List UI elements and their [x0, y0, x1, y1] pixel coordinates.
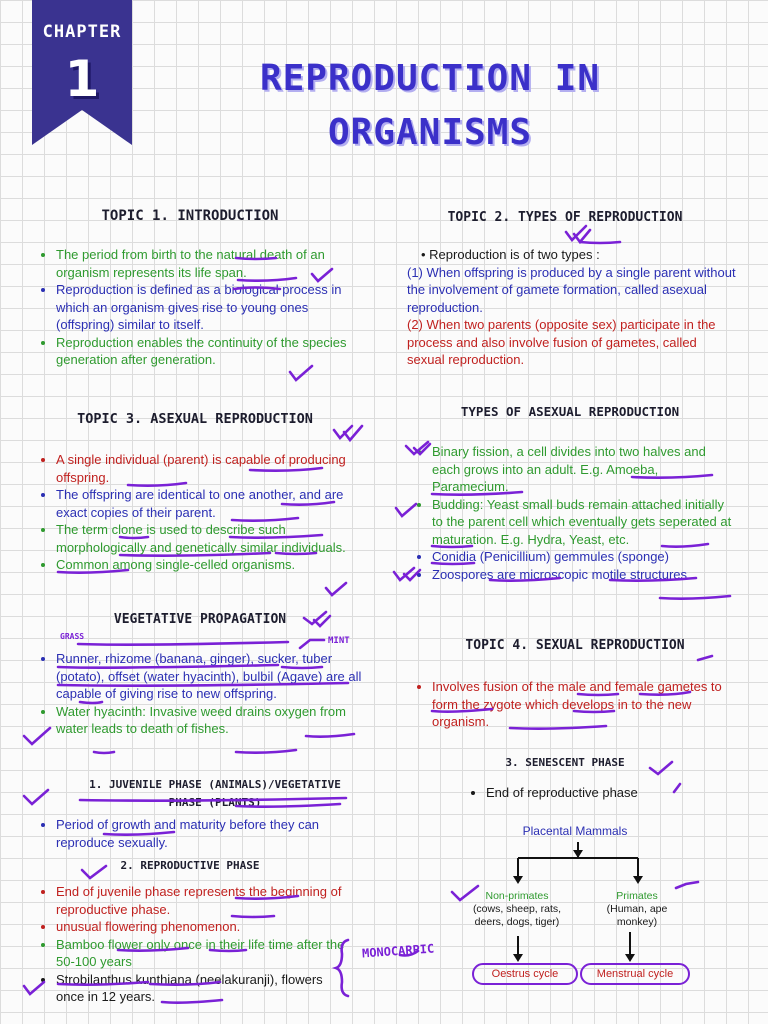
check-icon — [452, 886, 478, 900]
check-icon — [82, 866, 106, 878]
senescent-heading: 3. SENESCENT PHASE — [505, 756, 625, 769]
list-item: • The offspring are identical to one another, and are exact copies of their parent. — [56, 486, 370, 521]
topic2-para1: (1) When offspring is produced by a single parent without the involvement of gamete formation, called asexual reproduction. — [407, 264, 736, 315]
topic1-heading: TOPIC 1. INTRODUCTION — [101, 208, 279, 224]
chapter-label: CHAPTER — [42, 22, 122, 42]
list-item: • Reproduction enables the continuity of the species generation after generation. — [56, 334, 370, 369]
reproductive-heading: 2. REPRODUCTIVE PHASE — [120, 859, 260, 872]
vegetative-heading: VEGETATIVE PROPAGATION — [113, 612, 287, 627]
list-item: • Bamboo flower only once in their life time after the 50-100 years — [56, 936, 350, 971]
diagram-right-detail: (Human, ape monkey) — [606, 903, 668, 928]
list-item: • Water hyacinth: Invasive weed drains oxygen from water leads to death of fishes. — [56, 703, 370, 738]
check-icon — [406, 442, 430, 454]
diagram-right-title: Primates — [616, 890, 658, 902]
list-item: • Budding: Yeast small buds remain attached initially to the parent cell which eventually gets seperated at maturation. E.g. Hydra, Yeast, etc. — [432, 496, 736, 549]
annotation-grass: GRASS — [60, 632, 85, 641]
check-icon — [674, 784, 680, 792]
list-item: • Reproduction is defined as a biological process in which an organism gives rise to young ones (offspring) similar to itself. — [56, 281, 370, 334]
list-item: • A single individual (parent) is capable of producing offspring. — [56, 451, 370, 486]
check-icon — [650, 762, 672, 774]
check-icon — [334, 426, 362, 440]
list-item: • unusual flowering phenomenon. — [56, 918, 350, 936]
topic2-heading: TOPIC 2. TYPES OF REPRODUCTION — [447, 210, 683, 225]
topic2-para2: (2) When two parents (opposite sex) participate in the process and also involve fusion of gametes, called sexual reproduction. — [407, 317, 716, 367]
check-icon — [24, 728, 50, 744]
check-icon — [394, 568, 420, 580]
list-item: • Strobilanthus kunthiana (neelakuranji), flowers once in 12 years. — [56, 971, 350, 1006]
topic3-heading: TOPIC 3. ASEXUAL REPRODUCTION — [77, 411, 313, 427]
list-item: • The term clone is used to describe such morphologically and genetically similar individuals. — [56, 521, 370, 556]
diagram-right-leaf: Menstrual cycle — [580, 963, 690, 985]
list-item: • The period from birth to the natural death of an organism represents its life span. — [56, 246, 370, 281]
list-item: • End of juvenile phase represents the beginning of reproductive phase. — [56, 883, 350, 918]
list-item: • Zoospores are microscopic motile structures — [432, 566, 736, 584]
check-icon — [566, 226, 590, 242]
check-icon — [24, 790, 48, 804]
list-item: • Binary fission, a cell divides into two halves and each grows into an adult. E.g. Amoeba, Paramecium. — [432, 443, 736, 496]
topic2-intro: • Reproduction is of two types : — [421, 247, 600, 262]
check-icon — [290, 366, 312, 380]
diagram-left-title: Non-primates — [485, 890, 549, 902]
page-title-line1: REPRODUCTION IN — [259, 58, 601, 99]
check-icon — [396, 504, 416, 516]
asexual-types-heading: TYPES OF ASEXUAL REPRODUCTION — [460, 404, 680, 419]
diagram-left-leaf: Oestrus cycle — [472, 963, 578, 985]
list-item: • Runner, rhizome (banana, ginger), sucker, tuber (potato), offset (water hyacinth), bulbil (Agave) are all capable of giving rise to new offspring. — [56, 650, 370, 703]
check-icon — [24, 982, 44, 994]
check-icon — [698, 656, 712, 660]
check-icon — [326, 583, 346, 595]
check-icon — [312, 269, 332, 281]
list-item: • Conidia (Penicillium) gemmules (sponge) — [432, 548, 736, 566]
annotation-monocarpic: MONOCARPIC — [361, 941, 435, 961]
list-item: • Common among single-celled organisms. — [56, 556, 370, 574]
diagram-left-detail: (cows, sheep, rats, deers, dogs, tiger) — [472, 903, 562, 928]
chapter-number: 1 — [64, 50, 100, 108]
arrow-icon — [300, 640, 324, 648]
check-icon — [676, 882, 698, 888]
topic4-heading: TOPIC 4. SEXUAL REPRODUCTION — [465, 638, 685, 653]
annotation-mint: MINT — [328, 636, 350, 646]
juvenile-heading: 1. JUVENILE PHASE (ANIMALS)/VEGETATIVE PHASE (PLANTS) — [89, 778, 341, 809]
diagram-root: Placental Mammals — [522, 824, 628, 838]
list-item: • End of reproductive phase — [486, 784, 690, 802]
page-title-line2: ORGANISMS — [327, 112, 533, 153]
list-item: • Period of growth and maturity before they can reproduce sexually. — [56, 816, 360, 851]
list-item: • Involves fusion of the male and female gametes to form the zygote which develops in to the new organism. — [432, 678, 736, 731]
check-icon — [304, 612, 330, 626]
